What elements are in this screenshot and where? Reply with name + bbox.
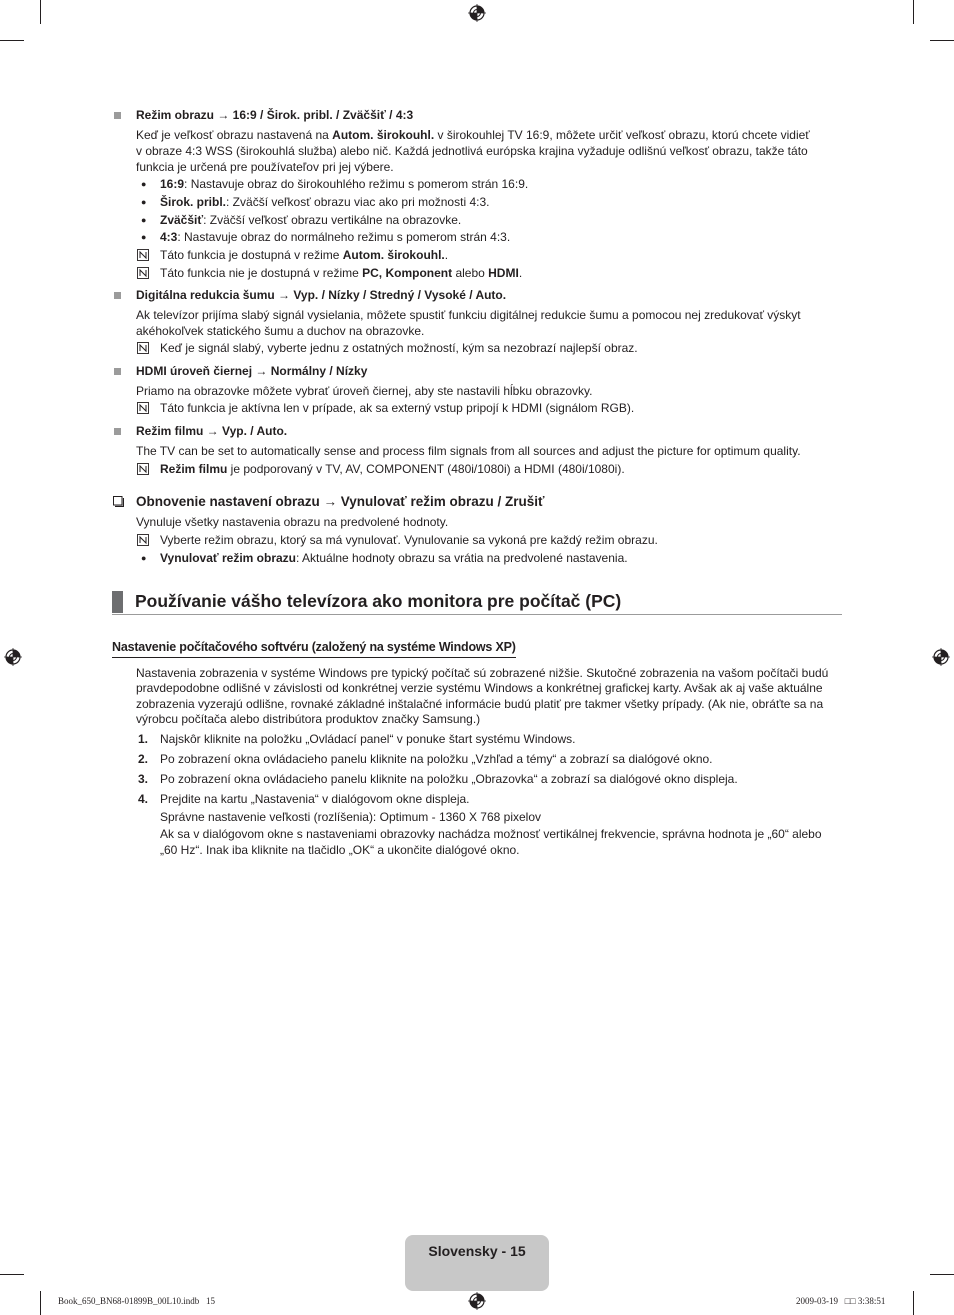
step-text: „60 Hz“. Inak iba kliknite na tlačidlo „OK“ a ukončite dialógové okno. bbox=[160, 843, 520, 857]
step-number: 1. bbox=[138, 732, 149, 746]
list-item: 16:9: Nastavuje obraz do širokouhlého režimu s pomerom strán 16:9. bbox=[160, 177, 529, 191]
square-bullet-icon bbox=[114, 112, 121, 119]
dnr-line2: akéhokoľvek statického šumu a duchov na obrazovke. bbox=[136, 324, 425, 338]
pc-para-line: výrobcu počítača alebo distribútora produktov značky Samsung.) bbox=[136, 712, 481, 726]
step-number: 4. bbox=[138, 792, 149, 806]
note-text: Režim filmu je podporovaný v TV, AV, COMPONENT (480i/1080i) a HDMI (480i/1080i). bbox=[160, 462, 625, 476]
rezim-intro-line3: funkcia je určená pre používateľov pri jej výbere. bbox=[136, 160, 394, 174]
crop-mark bbox=[0, 40, 24, 41]
crop-mark bbox=[930, 40, 954, 41]
section-title-film: Režim filmu → Vyp. / Auto. bbox=[136, 424, 288, 438]
note-text: Keď je signál slabý, vyberte jednu z ostatných možností, kým sa nezobrazí najlepší obraz. bbox=[160, 341, 638, 355]
note-text: Táto funkcia nie je dostupná v režime PC, Komponent alebo HDMI. bbox=[160, 266, 523, 280]
reset-line1: Vynuluje všetky nastavenia obrazu na predvolené hodnoty. bbox=[136, 515, 449, 529]
square-bullet-icon bbox=[114, 368, 121, 375]
crop-mark bbox=[930, 1274, 954, 1275]
note-icon bbox=[137, 249, 149, 261]
note-icon bbox=[137, 534, 149, 546]
pc-subheading: Nastavenie počítačového softvéru (založený na systéme Windows XP) bbox=[112, 640, 516, 658]
section-title-dnr: Digitálna redukcia šumu → Vyp. / Nízky / Stredný / Vysoké / Auto. bbox=[136, 288, 507, 302]
film-line1: The TV can be set to automatically sense and process film signals from all sources and adjust the picture for optimum quality. bbox=[136, 444, 801, 458]
rezim-intro-line1: Keď je veľkosť obrazu nastavená na Autom. širokouhl. v širokouhlej TV 16:9, môžete určiť veľkosť obrazu, ktorú chcete vidieť bbox=[136, 128, 810, 142]
print-datetime: 2009-03-19 □□ 3:38:51 bbox=[796, 1296, 886, 1306]
note-icon bbox=[137, 267, 149, 279]
heading-bar-icon bbox=[112, 591, 123, 613]
pc-para-line: zobrazenia vyzerajú odlišne, rovnaké základné inštalačné informácie budú platiť pre takmer všetky prípady. (Ak nie, obráťte sa na bbox=[136, 697, 824, 711]
crop-mark bbox=[0, 1274, 24, 1275]
registration-mark-icon bbox=[468, 4, 486, 22]
crop-mark bbox=[913, 0, 914, 24]
note-text: Táto funkcia je dostupná v režime Autom. širokouhl.. bbox=[160, 248, 449, 262]
crop-mark bbox=[913, 1291, 914, 1315]
step-text: Najskôr kliknite na položku „Ovládací panel“ v ponuke štart systému Windows. bbox=[160, 732, 576, 746]
bullet-icon: ● bbox=[141, 215, 147, 225]
list-item: Vynulovať režim obrazu: Aktuálne hodnoty obrazu sa vrátia na predvolené nastavenia. bbox=[160, 551, 628, 565]
note-text: Táto funkcia je aktívna len v prípade, ak sa externý vstup pripojí k HDMI (signálom RGB). bbox=[160, 401, 635, 415]
step-text: Správne nastavenie veľkosti (rozlíšenia): Optimum - 1360 X 768 pixelov bbox=[160, 810, 542, 824]
rezim-intro-line2: v obraze 4:3 WSS (širokouhlá služba) alebo nič. Každá jednotlivá európska krajina vyžaduje odlišnú veľkosť obrazu, takže táto bbox=[136, 144, 808, 158]
bullet-icon: ● bbox=[141, 197, 147, 207]
checkbox-bullet-icon bbox=[113, 496, 124, 507]
heading-rule bbox=[112, 614, 842, 615]
step-text: Prejdite na kartu „Nastavenia“ v dialógovom okne displeja. bbox=[160, 792, 470, 806]
section-title-hdmi: HDMI úroveň čiernej → Normálny / Nízky bbox=[136, 364, 368, 378]
list-item: Zväčšiť: Zväčší veľkosť obrazu vertikálne na obrazovke. bbox=[160, 213, 462, 227]
list-item: Širok. pribl.: Zväčší veľkosť obrazu viac ako pri možnosti 4:3. bbox=[160, 195, 490, 209]
file-info: Book_650_BN68-01899B_00L10.indb 15 bbox=[58, 1296, 216, 1306]
step-number: 2. bbox=[138, 752, 149, 766]
hdmi-line1: Priamo na obrazovke môžete vybrať úroveň čiernej, aby ste nastavili hĺbku obrazovky. bbox=[136, 384, 593, 398]
square-bullet-icon bbox=[114, 428, 121, 435]
dnr-line1: Ak televízor prijíma slabý signál vysielania, môžete spustiť funkciu digitálnej redukcie šumu a pomocou nej zredukovať výskyt bbox=[136, 308, 801, 322]
step-text: Po zobrazení okna ovládacieho panelu kliknite na položku „Vzhľad a témy“ a zobrazí sa dialógové okno. bbox=[160, 752, 713, 766]
bullet-icon: ● bbox=[141, 553, 147, 563]
square-bullet-icon bbox=[114, 292, 121, 299]
pc-heading: Používanie vášho televízora ako monitora pre počítač (PC) bbox=[135, 591, 622, 611]
registration-mark-icon bbox=[468, 1292, 486, 1310]
step-number: 3. bbox=[138, 772, 149, 786]
note-icon bbox=[137, 463, 149, 475]
step-text: Po zobrazení okna ovládacieho panelu kliknite na položku „Obrazovka“ a zobrazí sa dialógové okno displeja. bbox=[160, 772, 738, 786]
note-text: Vyberte režim obrazu, ktorý sa má vynulovať. Vynulovanie sa vykoná pre každý režim obrazu. bbox=[160, 533, 658, 547]
step-text: Ak sa v dialógovom okne s nastaveniami obrazovky nachádza možnosť vertikálnej frekvencie, správna hodnota je „60“ alebo bbox=[160, 827, 822, 841]
bullet-icon: ● bbox=[141, 179, 147, 189]
pc-para-line: pravdepodobne odlišné v závislosti od konkrétnej verzie systému Windows a konkrétnej grafickej karty. Avšak ak aj vaše aktuálne bbox=[136, 681, 823, 695]
crop-mark bbox=[40, 1291, 41, 1315]
pc-para-line: Nastavenia zobrazenia v systéme Windows pre typický počítač sú zobrazené nižšie. Skutočné zobrazenia na vašom počítači budú bbox=[136, 666, 829, 680]
crop-mark bbox=[40, 0, 41, 24]
page-number: Slovensky - 15 bbox=[428, 1243, 526, 1259]
section-title-rezim: Režim obrazu → 16:9 / Širok. pribl. / Zväčšiť / 4:3 bbox=[136, 108, 414, 122]
note-icon bbox=[137, 402, 149, 414]
note-icon bbox=[137, 342, 149, 354]
registration-mark-icon bbox=[4, 648, 22, 666]
list-item: 4:3: Nastavuje obraz do normálneho režimu s pomerom strán 4:3. bbox=[160, 230, 511, 244]
page-number-tab bbox=[405, 1235, 549, 1291]
bullet-icon: ● bbox=[141, 232, 147, 242]
section-title-reset: Obnovenie nastavení obrazu → Vynulovať režim obrazu / Zrušiť bbox=[136, 494, 545, 509]
registration-mark-icon bbox=[932, 648, 950, 666]
